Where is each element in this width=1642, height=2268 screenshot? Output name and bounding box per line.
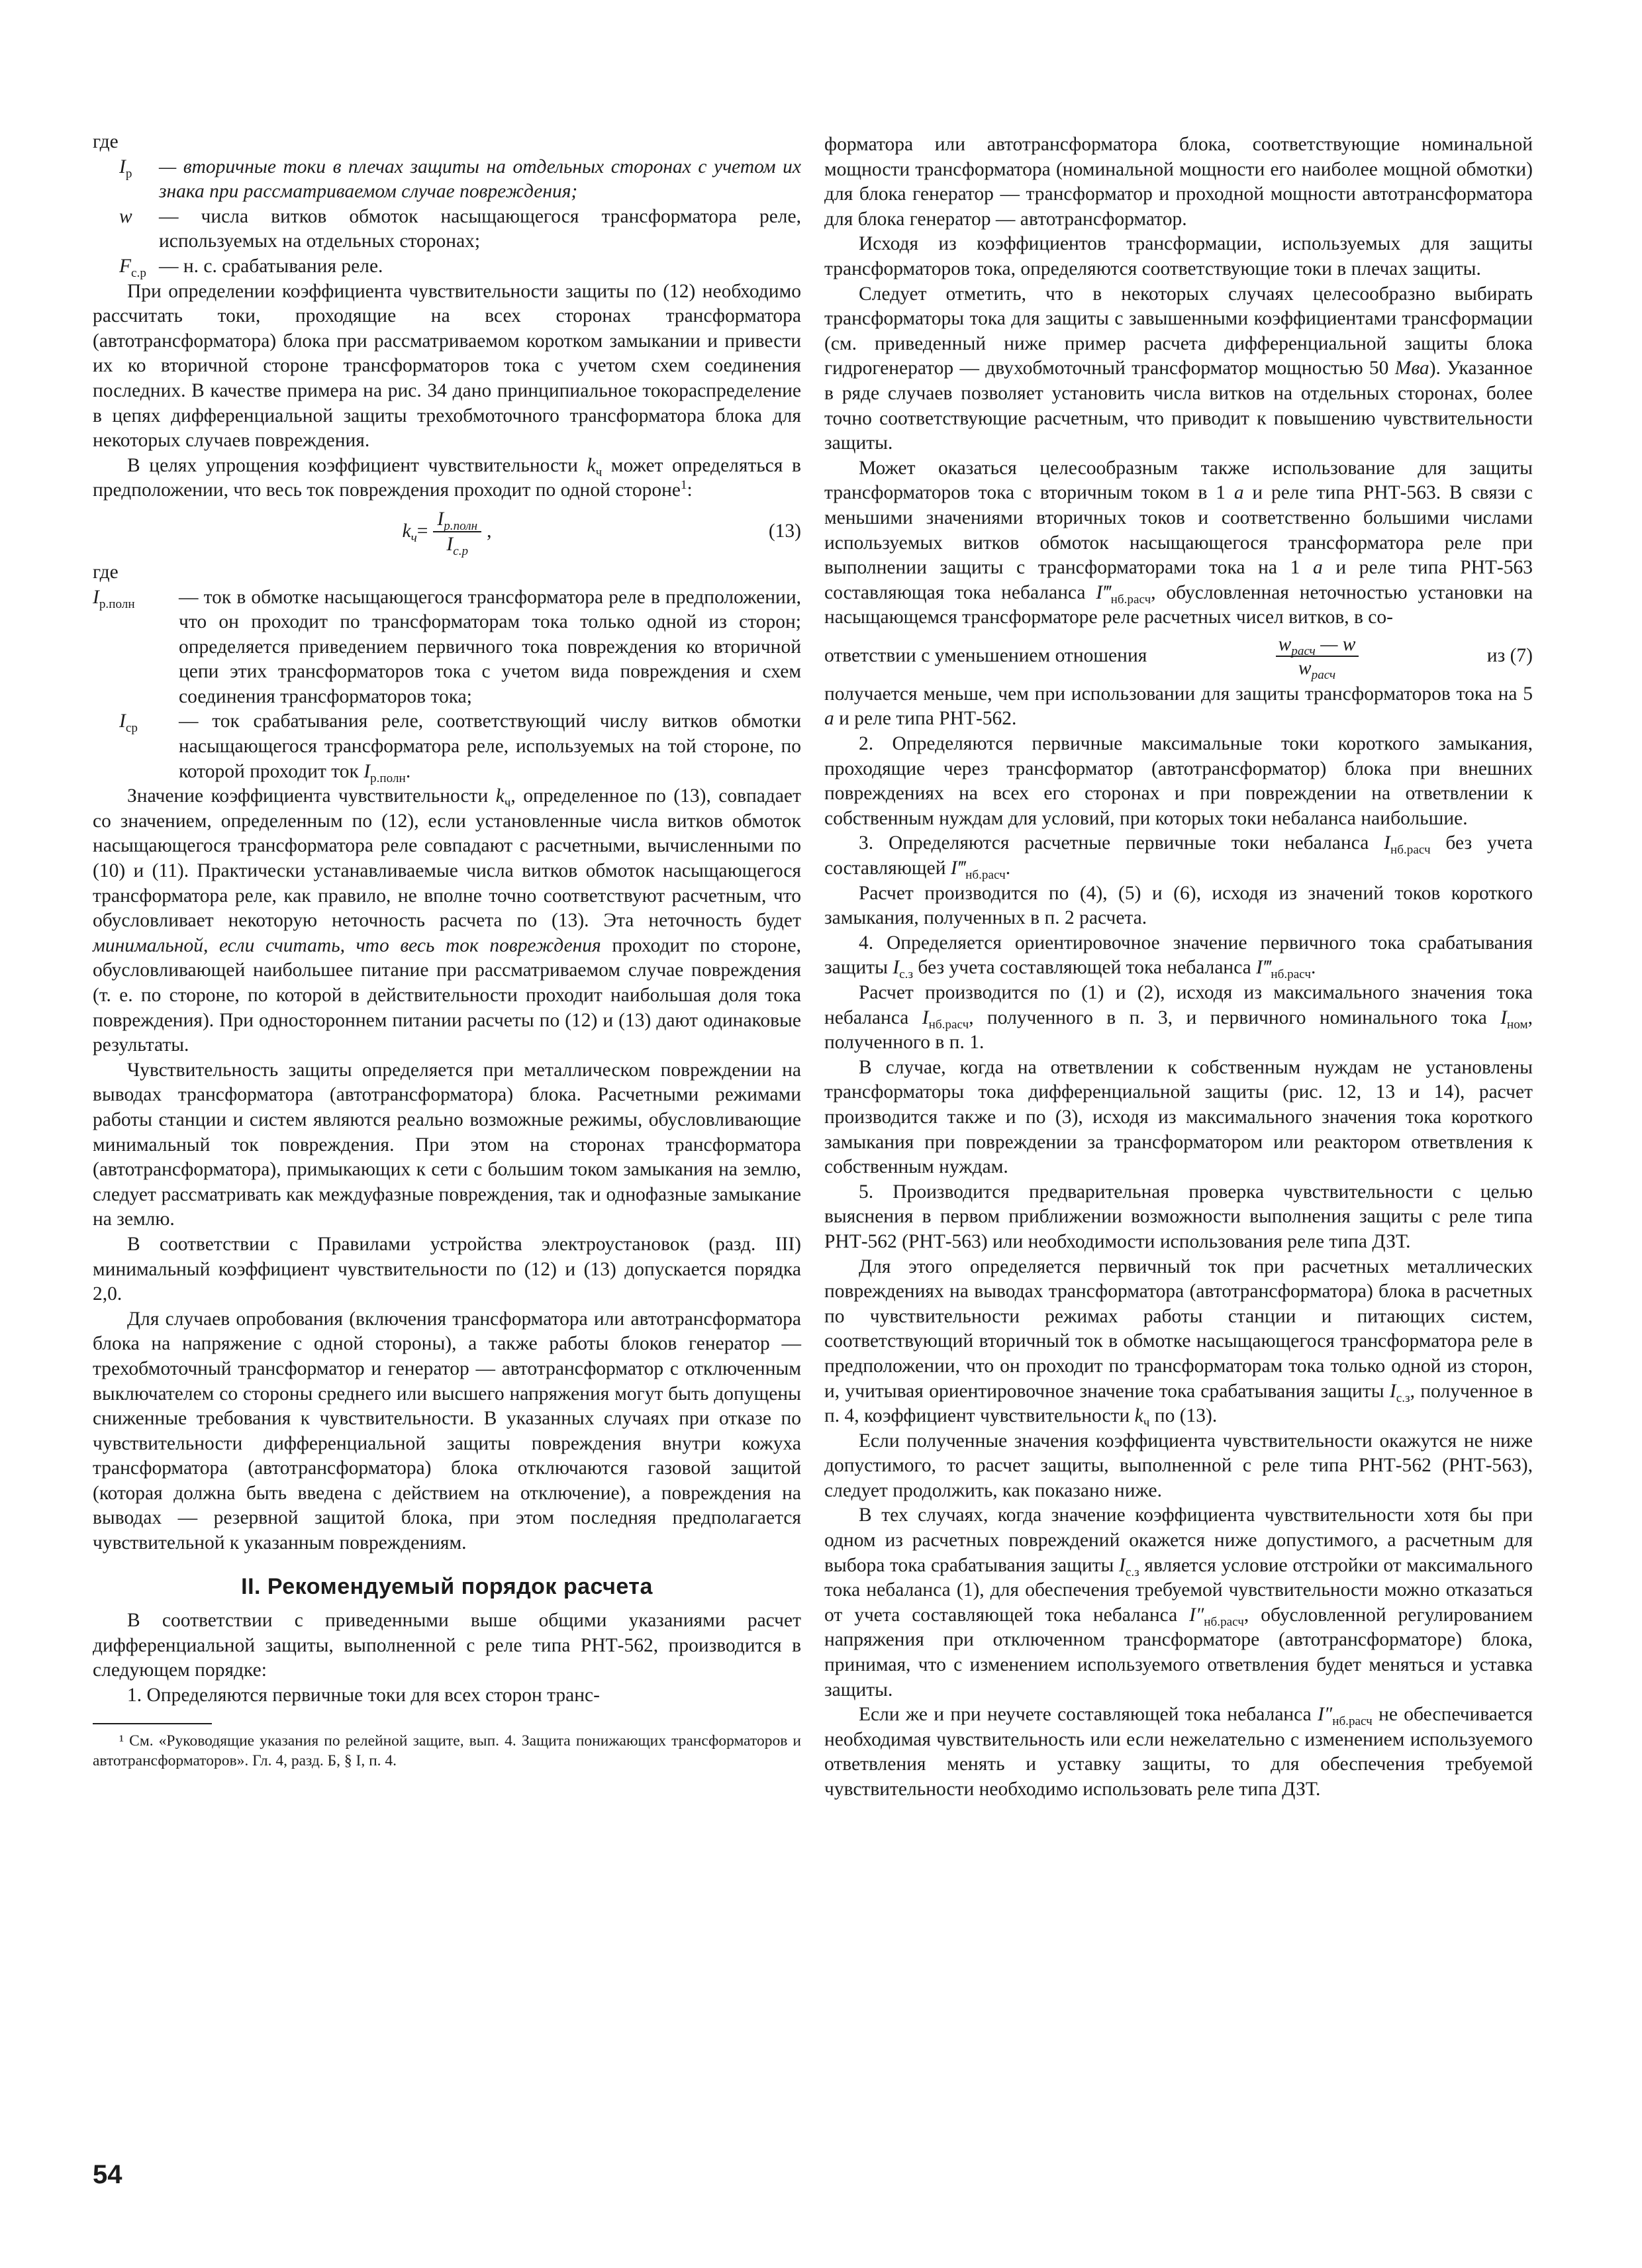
page-number: 54 xyxy=(93,2160,122,2189)
formula-13: $k_ч$ = $\frac{I_{р.полн}}{I_{с.р}}$ , (13) xyxy=(402,508,801,558)
paragraph: В соответствии с приведенными выше общими указаниями расчет дифференциальной защиты, выполненной с реле типа РНТ-562, производится в следующем порядке: xyxy=(93,1610,801,1681)
paragraph: В целях упрощения коэффициент чувствительности $k_ч$ может определяться в предположении, что весь ток повреждения проходит по одной стороне$^1$: xyxy=(93,454,801,501)
footnote-ref[interactable]: 1 xyxy=(680,478,687,493)
paragraph: Для случаев опробования (включения трансформатора или автотрансформатора блока на напряжение с одной стороны), а также работы блоков генератор — трехобмоточный трансформатор и генератор — автотрансформатор с отключенным выключателем со стороны среднего или высшего напряжения могут быть допущены сниженные требования к чувствительности. В указанных случаях при отказе по чувствительности дифференциальной защиты повреждения внутри кожуха трансформатора (автотрансформатора) блока отключаются газовой защитой (которая должна быть введена с действием на отключение), а повреждения на выводах — резервной защитой блока, при этом последняя предполагается чувствительной к указанным повреждениям. xyxy=(93,1308,801,1554)
where-label: где xyxy=(93,561,119,583)
right-column xyxy=(824,132,1533,1802)
paragraph: Для этого определяется первичный ток при расчетных металлических повреждениях на выводах трансформатора (автотрансформатора) блока в расчетных по чувствительности режимах работы станции и питающих систем, соответствующий вторичный ток в обмотке насыщающегося трансформатора реле в предположении, что он проходит по трансформаторам тока только одной из сторон, и, учитывая ориентировочное значение тока срабатывания защиты $I_{с.з}$, полученное в п. 4, коэффициент чувствительности $k_ч$ по (13). xyxy=(824,1256,1533,1430)
paragraph: В тех случаях, когда значение коэффициента чувствительности хотя бы при одном из расчетных повреждений окажется ниже допустимого, а расчетным для выбора тока срабатывания защиты $I_{с.з}$ является условие отстройки от максимального тока небаланса (1), для обеспечения требуемой чувствительности можно отказаться от учета составляющей тока небаланса $I''_{нб.расч}$, обусловленной регулированием напряжения при отключенном трансформаторе (автотрансформаторе) блока, принимая, что с изменением используемого ответвления будет меняться и уставка защиты. xyxy=(824,1504,1533,1701)
paragraph: Если полученные значения коэффициента чувствительности окажутся не ниже допустимого, то расчет защиты, выполненной с реле типа РНТ-562 (РНТ-563), следует продолжить, как показано ниже. xyxy=(824,1430,1533,1501)
definition-icp: $I_{ср}$ — ток срабатывания реле, соответствующий числу витков обмотки насыщающегося трансформатора реле, используемых на той стороне, по которой проходит ток $I_{р.полн}$. xyxy=(119,711,801,785)
paragraph: Может оказаться целесообразным также использование для защиты трансформаторов тока с вторичным током в 1 а и реле типа РНТ-563. В связи с меньшими значениями вторичных токов и соответственно большими числами используемых витков обмоток насыщающегося трансформатора реле при выполнении защиты с трансформаторами тока на 1 а и реле типа РНТ-563 составляющая тока небаланса $I‴_{нб.расч}$, обусловленная неточностью установки на насыщающемся трансформаторе реле расчетных чисел витков, в со- xyxy=(824,457,1533,628)
left-column xyxy=(93,130,801,1771)
paragraph: Расчет производится по (4), (5) и (6), исходя из значений токов короткого замыкания, полученных в п. 2 расчета. xyxy=(824,882,1533,929)
paragraph: 4. Определяется ориентировочное значение первичного тока срабатывания защиты $I_{с.з}$ без учета составляющей тока небаланса $I‴_{нб.расч}$. xyxy=(824,932,1533,982)
paragraph: Чувствительность защиты определяется при металлическом повреждении на выводах трансформатора (автотрансформатора) блока. Расчетными режимами работы станции и систем являются реально возможные режимы, обусловливающие минимальный ток повреждения. При этом на сторонах трансформатора (автотрансформатора), примыкающих к сети с большим током замыкания на землю, следует рассматривать как междуфазные повреждения, так и однофазные замыкание на землю. xyxy=(93,1059,801,1230)
symbol-f: F xyxy=(119,255,132,277)
definition-text: — ток срабатывания реле, соответствующий числу витков обмотки насыщающегося трансформатора реле, используемых на той стороне, по которой проходит ток $I_{р.полн}$. xyxy=(179,711,801,785)
paragraph: Значение коэффициента чувствительности $k_ч$, определенное по (13), совпадает со значением, определенным по (12), если установленные числа витков обмоток насыщающегося трансформатора реле совпадают с расчетными, вычисленными по (10) и (11). Практически устанавливаемые числа витков обмоток насыщающегося трансформатора реле, как правило, не вполне точно соответствуют расчетным, что обусловливает некоторую неточность расчета по (13). Эта неточность будет минимальной, если считать, что весь ток повреждения проходит по стороне, обусловливающей наибольшее питание при рассматриваемом случае повреждения (т. е. по стороне, по которой в действительности проходит наибольшая доля тока повреждения). При одностороннем питании расчеты по (12) и (13) дают одинаковые результаты. xyxy=(93,785,801,1056)
inline-fraction-line: ответствии с уменьшением отношения $\frac{w_{расч} — w}{w_{расч}}$ из (7) xyxy=(824,633,1533,682)
paragraph: форматора или автотрансформатора блока, соответствующие номинальной мощности трансформатора (номинальной мощности его наиболее мощной обмотки) для блока генератор — трансформатор и проходной мощности автотрансформатора для блока генератор — автотрансформатор. xyxy=(824,134,1533,230)
paragraph: В соответствии с Правилами устройства электроустановок (разд. III) минимальный коэффициент чувствительности по (12) и (13) допускается порядка 2,0. xyxy=(93,1233,801,1305)
paragraph: Исходя из коэффициентов трансформации, используемых для защиты трансформаторов тока, определяются соответствующие токи в плечах защиты. xyxy=(824,233,1533,279)
definition-ip: $I_р$ — вторичные токи в плечах защиты на отдельных сторонах с учетом их знака при рассматриваемом случае повреждения; xyxy=(93,155,801,205)
paragraph: получается меньше, чем при использовании для защиты трансформаторов тока на 5 а и реле типа РНТ-562. xyxy=(824,683,1533,730)
definitions-list-2 xyxy=(93,585,801,785)
where-label: где xyxy=(93,131,119,152)
definition-ipoln: $I_{р.полн}$ — ток в обмотке насыщающегося трансформатора реле в предположении, что он проходит по трансформаторам тока только одной из сторон; определяется приведением первичного тока повреждения ко вторичной цепи этих трансформаторов тока с учетом вида повреждения и схем соединения трансформаторов тока; xyxy=(93,585,801,710)
definitions-list-1 xyxy=(93,155,801,279)
paragraph: 1. Определяются первичные токи для всех сторон транс- xyxy=(127,1685,600,1706)
symbol-i: I xyxy=(119,156,126,177)
paragraph: 2. Определяются первичные максимальные токи короткого замыкания, проходящие через трансформатор (автотрансформатор) блока при внешних повреждениях на всех его сторонах и при повреждении на ответвлении к собственным нуждам для условий, при которых токи небаланса наибольшие. xyxy=(824,733,1533,829)
footnote-divider xyxy=(93,1723,212,1724)
section-heading: II. Рекомендуемый порядок расчета xyxy=(241,1573,653,1599)
paragraph: Расчет производится по (1) и (2), исходя из максимального значения тока небаланса $I_{нб.расч}$, полученного в п. 3, и первичного номинального тока $I_{ном}$, полученного в п. 1. xyxy=(824,982,1533,1054)
paragraph: Если же и при неучете составляющей тока небаланса $I''_{нб.расч}$ не обеспечивается необходимая чувствительность или если нежелательно с изменением используемого ответвления менять и уставку защиты, то для обеспечения требуемой чувствительности необходимо использовать реле типа ДЗТ. xyxy=(824,1704,1533,1800)
definition-text: — вторичные токи в плечах защиты на отдельных сторонах с учетом их знака при рассматриваемом случае повреждения; xyxy=(159,156,801,203)
equation-number: (13) xyxy=(768,520,801,542)
paragraph: В случае, когда на ответвлении к собственным нуждам не установлены трансформаторы тока дифференциальной защиты (рис. 12, 13 и 14), расчет производится также и по (3), исходя из максимального значения тока короткого замыкания при повреждении за трансформатором или реактором ответвления к собственным нуждам. xyxy=(824,1056,1533,1178)
definition-text: — ток в обмотке насыщающегося трансформатора реле в предположении, что он проходит по трансформаторам тока только одной из сторон; определяется приведением первичного тока повреждения ко вторичной цепи этих трансформаторов тока с учетом вида повреждения и схем соединения трансформаторов тока; xyxy=(179,586,801,707)
fraction: $\frac{w_{расч} — w}{w_{расч}}$ xyxy=(1276,633,1359,679)
paragraph: Следует отметить, что в некоторых случаях целесообразно выбирать трансформаторы тока для защиты с завышенными коэффициентами трансформации (см. приведенный ниже пример расчета дифференциальной защиты блока гидрогенератор — двухобмоточный трансформатор мощностью 50 Мва). Указанное в ряде случаев позволяет установить числа витков на отдельных сторонах, более точно соответствующие расчетным, что приводит к повышению чувствительности защиты. xyxy=(824,283,1533,454)
definition-w xyxy=(93,205,801,254)
definition-text: — н. с. срабатывания реле. xyxy=(159,255,383,277)
paragraph: 5. Производится предварительная проверка чувствительности с целью выяснения в первом приближении возможности выполнения защиты с реле типа РНТ-562 (РНТ-563) или необходимости использования реле типа ДЗТ. xyxy=(824,1181,1533,1252)
footnote: ¹ См. «Руководящие указания по релейной защите, вып. 4. Защита понижающих трансформаторов и автотрансформаторов». Гл. 4, разд. Б, § I, п. 4. xyxy=(93,1732,801,1769)
paragraph: При определении коэффициента чувствительности защиты по (12) необходимо рассчитать токи, проходящие на всех сторонах трансформатора (автотрансформатора) блока при рассматриваемом коротком замыкании и привести их ко вторичной стороне трансформаторов тока с учетом схем соединения последних. В качестве примера на рис. 34 дано принципиальное токораспределение в цепях дифференциальной защиты трехобмоточного трансформатора блока для некоторых случаев повреждения. xyxy=(93,280,801,452)
definition-fcp: $F_{с.р}$ — н. с. срабатывания реле. xyxy=(93,254,801,279)
fraction: $\frac{I_{р.полн}}{I_{с.р}}$ xyxy=(433,507,481,556)
paragraph: 3. Определяются расчетные первичные токи небаланса $I_{нб.расч}$ без учета составляющей $I‴_{нб.расч}$. xyxy=(824,832,1533,882)
definition-text: — числа витков обмоток насыщающегося трансформатора реле, используемых на отдельных сторонах; xyxy=(159,205,801,252)
symbol-w: w xyxy=(119,205,132,227)
